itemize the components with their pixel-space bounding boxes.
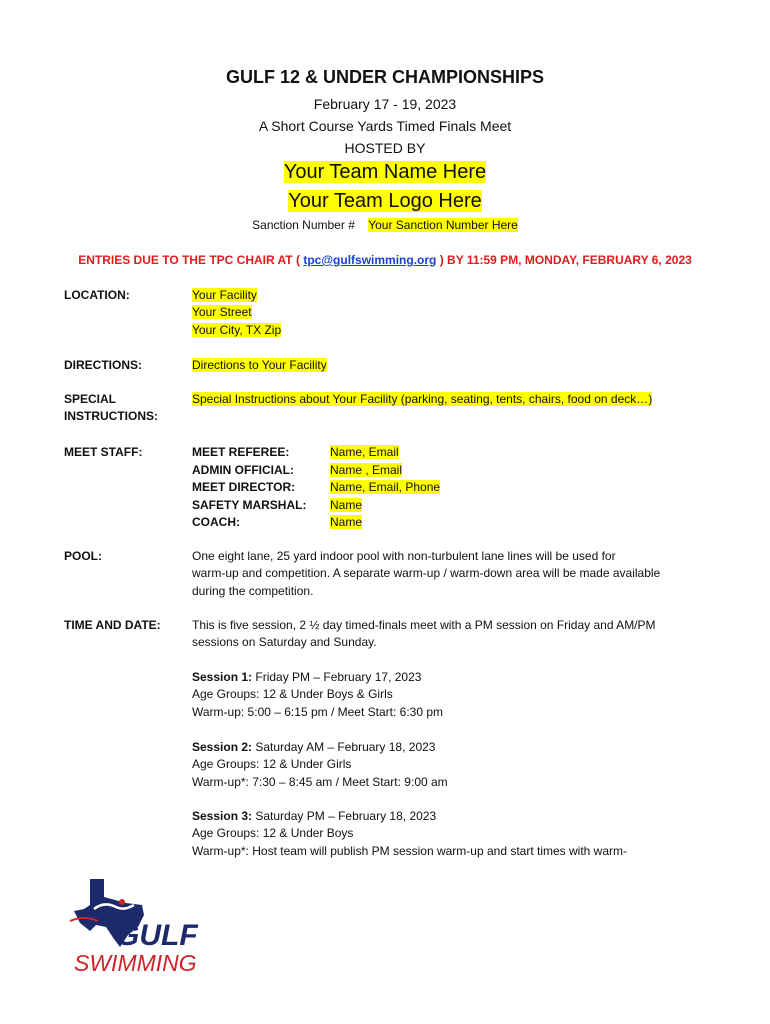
session-warmup: Warm-up*: 7:30 – 8:45 am / Meet Start: 9:00 am <box>192 774 448 789</box>
staff-value: Name <box>330 515 363 529</box>
staff-values <box>330 444 440 532</box>
swimmer-head-icon <box>119 899 125 905</box>
pool-line: warm-up and competition. A separate warm-up / warm-down area will be made available <box>192 566 661 581</box>
sanction-label: Sanction Number # <box>252 218 355 232</box>
gulf-swimming-logo <box>64 875 234 980</box>
session-warmup: Warm-up*: Host team will publish PM session warm-up and start times with warm- <box>192 843 628 858</box>
team-logo-placeholder: Your Team Logo Here <box>288 190 482 212</box>
session-1 <box>192 669 712 721</box>
session-2 <box>192 739 712 791</box>
session-name: Session 1: <box>192 670 253 684</box>
meet-title: GULF 12 & UNDER CHAMPIONSHIPS <box>225 67 545 87</box>
staff-roles <box>192 444 306 532</box>
session-when: Saturday PM – February 18, 2023 <box>252 809 437 823</box>
pool-line: One eight lane, 25 yard indoor pool with non-turbulent lane lines will be used for <box>192 549 616 563</box>
pool-label: POOL: <box>64 549 102 563</box>
staff-role: COACH: <box>192 515 240 529</box>
time-date-line: sessions on Saturday and Sunday. <box>192 635 377 650</box>
facility-street: Your Street <box>192 305 252 320</box>
staff-value: Name <box>330 497 363 512</box>
session-ages: Age Groups: 12 & Under Girls <box>192 757 352 772</box>
session-ages: Age Groups: 12 & Under Boys & Girls <box>192 687 393 702</box>
directions-value <box>192 357 712 374</box>
session-when: Saturday AM – February 18, 2023 <box>252 740 436 754</box>
staff-role: MEET REFEREE: <box>192 445 290 459</box>
entries-suffix: ) BY 11:59 PM, MONDAY, FEBRUARY 6, 2023 <box>439 253 692 267</box>
pool-line: during the competition. <box>192 583 314 598</box>
special-instructions-value <box>192 391 712 408</box>
session-warmup: Warm-up: 5:00 – 6:15 pm / Meet Start: 6:30 pm <box>192 704 443 719</box>
time-date-intro <box>192 617 712 652</box>
pool-description <box>192 548 712 600</box>
session-name: Session 3: <box>192 809 253 823</box>
team-name: Your Team Name Here <box>283 161 487 183</box>
entries-prefix: ENTRIES DUE TO THE TPC CHAIR AT ( <box>78 253 300 267</box>
special-instructions-label <box>64 391 158 425</box>
directions-text: Directions to Your Facility <box>192 358 327 372</box>
time-date-line: This is five session, 2 ½ day timed-finals meet with a PM session on Friday and AM/PM <box>192 618 656 632</box>
session-ages: Age Groups: 12 & Under Boys <box>192 826 354 841</box>
meet-type: A Short Course Yards Timed Finals Meet <box>258 118 512 134</box>
staff-value: Name, Email, Phone <box>330 480 441 494</box>
staff-role: SAFETY MARSHAL: <box>192 497 307 512</box>
session-name: Session 2: <box>192 740 253 754</box>
meet-dates: February 17 - 19, 2023 <box>313 96 457 112</box>
location-value <box>192 287 712 339</box>
session-when: Friday PM – February 17, 2023 <box>252 670 422 684</box>
sanction-line <box>0 218 770 232</box>
special-instructions-text: Special Instructions about Your Facility (parking, seating, tents, chairs, food on deck…) <box>192 392 653 406</box>
tpc-email-link[interactable]: tpc@gulfswimming.org <box>303 253 437 267</box>
facility-city: Your City, TX Zip <box>192 322 282 337</box>
facility-name: Your Facility <box>192 288 257 302</box>
staff-role: MEET DIRECTOR: <box>192 480 296 494</box>
logo-text-swimming: SWIMMING <box>74 950 197 976</box>
time-date-label: TIME AND DATE: <box>64 618 161 632</box>
session-3 <box>192 808 712 860</box>
location-label: LOCATION: <box>64 288 130 302</box>
team-logo-line <box>0 190 770 213</box>
hosted-by: HOSTED BY <box>344 140 426 156</box>
entries-due-line <box>0 253 770 267</box>
special-label-line2: INSTRUCTIONS: <box>64 409 158 423</box>
directions-label: DIRECTIONS: <box>64 358 142 372</box>
sanction-value: Your Sanction Number Here <box>368 218 518 232</box>
team-name-line <box>0 161 770 184</box>
staff-value: Name, Email <box>330 445 399 459</box>
logo-text-gulf: GULF <box>116 919 198 952</box>
meet-staff-label: MEET STAFF: <box>64 445 143 459</box>
staff-value: Name , Email <box>330 462 403 477</box>
staff-role: ADMIN OFFICIAL: <box>192 462 294 477</box>
special-label-line1: SPECIAL <box>64 392 117 406</box>
